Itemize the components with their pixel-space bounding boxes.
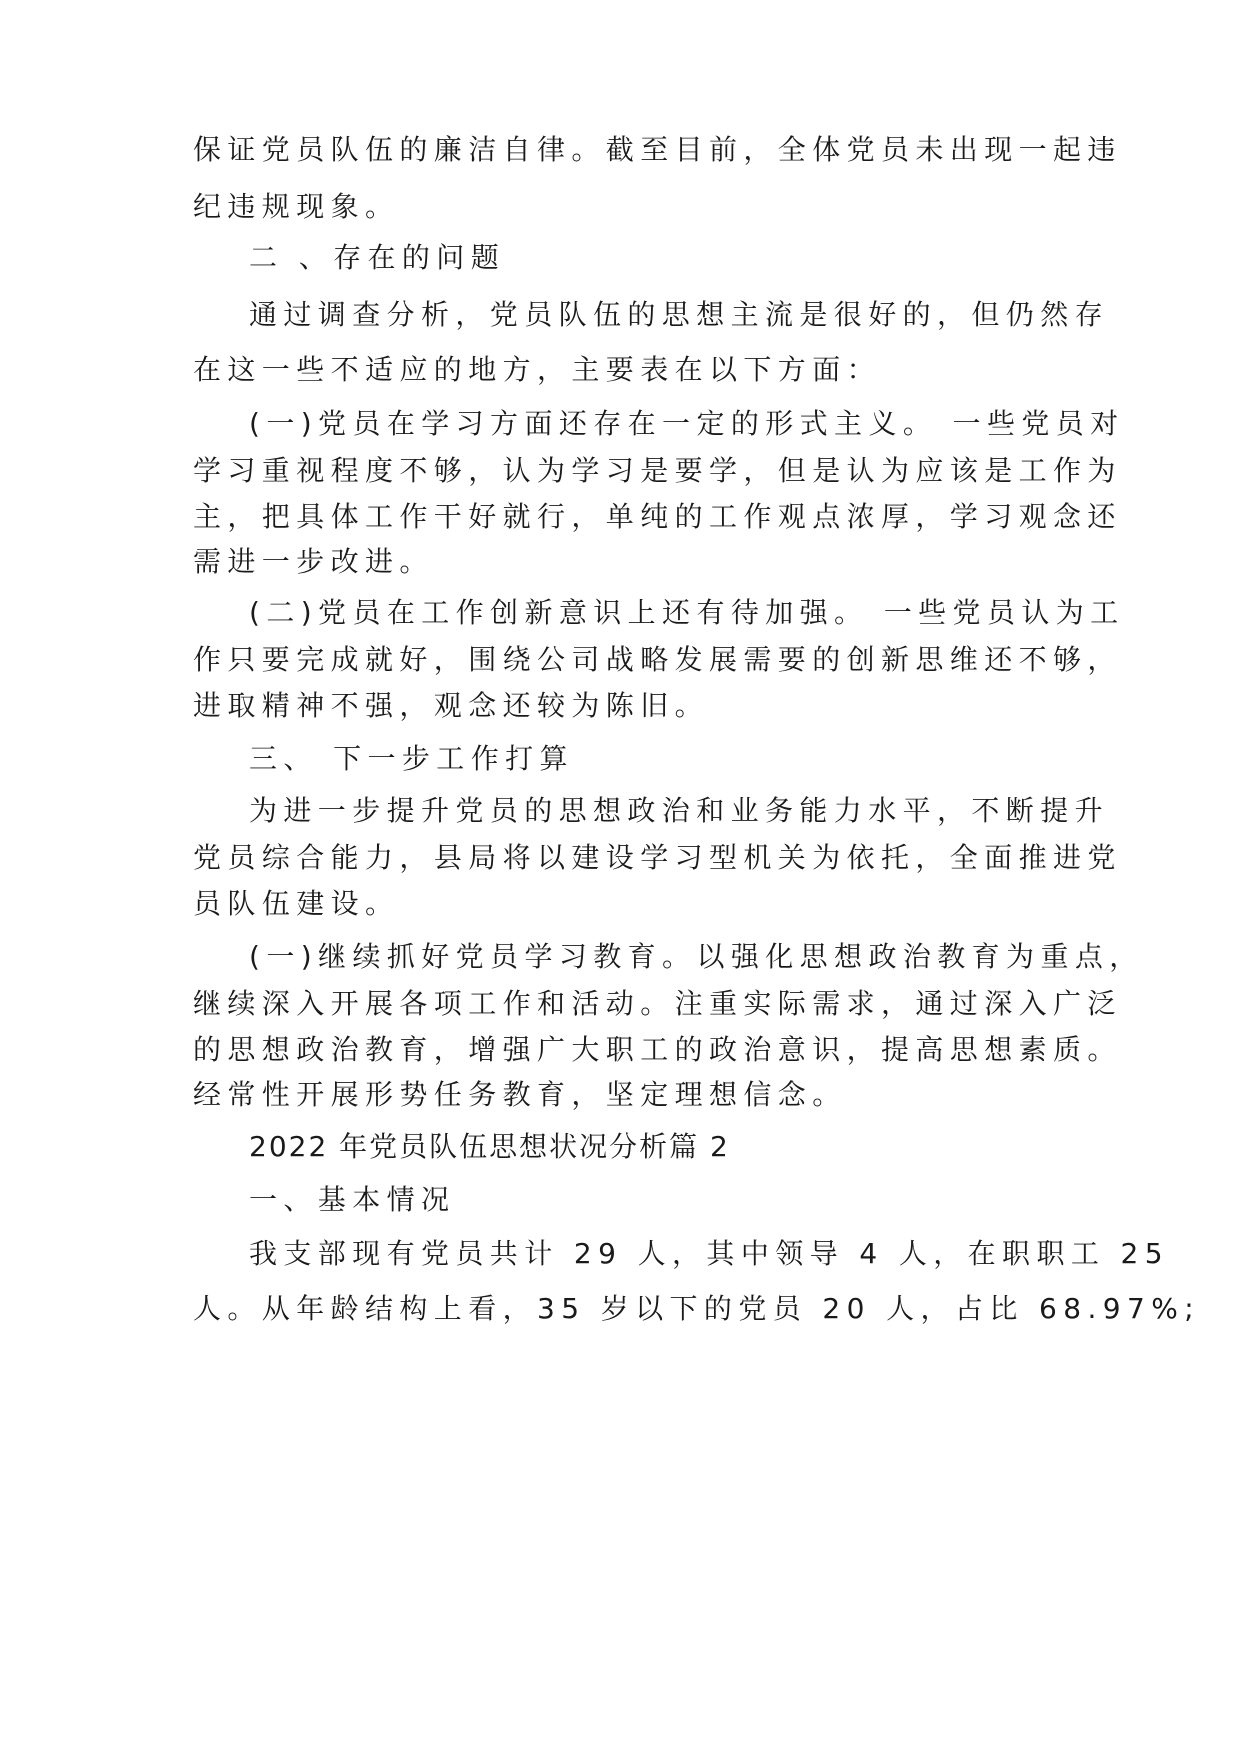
body-line: 人。从年龄结构上看，35 岁以下的党员 20 人，占比 68.97%; bbox=[193, 1292, 1201, 1325]
body-line: 为进一步提升党员的思想政治和业务能力水平，不断提升 bbox=[249, 794, 1110, 827]
body-line: 学习重视程度不够，认为学习是要学，但是认为应该是工作为 bbox=[193, 454, 1122, 487]
body-line: 员队伍建设。 bbox=[193, 887, 400, 920]
body-line: 在这一些不适应的地方，主要表在以下方面： bbox=[193, 353, 882, 386]
body-line: 党员综合能力，县局将以建设学习型机关为依托，全面推进党 bbox=[193, 841, 1122, 874]
section-heading: 三、 下一步工作打算 bbox=[249, 742, 574, 775]
body-line: (二)党员在工作创新意识上还有待加强。 一些党员认为工 bbox=[249, 596, 1125, 629]
body-line: (一)党员在学习方面还存在一定的形式主义。 一些党员对 bbox=[249, 407, 1125, 440]
body-line: 经常性开展形势任务教育，坚定理想信念。 bbox=[193, 1078, 847, 1111]
section-heading: 二 、存在的问题 bbox=[249, 241, 506, 274]
body-line: 保证党员队伍的廉洁自律。截至目前，全体党员未出现一起违 bbox=[193, 133, 1122, 166]
article-title: 2022 年党员队伍思想状况分析篇 2 bbox=[249, 1130, 730, 1163]
body-line: 作只要完成就好，围绕公司战略发展需要的创新思维还不够， bbox=[193, 643, 1122, 676]
body-line: 我支部现有党员共计 29 人，其中领导 4 人，在职职工 25 bbox=[249, 1237, 1169, 1270]
body-line: 进取精神不强，观念还较为陈旧。 bbox=[193, 689, 710, 722]
body-line: 通过调查分析，党员队伍的思想主流是很好的，但仍然存 bbox=[249, 298, 1110, 331]
body-line: 需进一步改进。 bbox=[193, 545, 434, 578]
body-line: (一)继续抓好党员学习教育。以强化思想政治教育为重点， bbox=[249, 940, 1144, 973]
body-line: 纪违规现象。 bbox=[193, 190, 400, 223]
section-heading: 一、基本情况 bbox=[249, 1183, 456, 1216]
body-line: 继续深入开展各项工作和活动。注重实际需求，通过深入广泛 bbox=[193, 987, 1122, 1020]
body-line: 主，把具体工作干好就行，单纯的工作观点浓厚，学习观念还 bbox=[193, 500, 1122, 533]
body-line: 的思想政治教育，增强广大职工的政治意识，提高思想素质。 bbox=[193, 1033, 1122, 1066]
